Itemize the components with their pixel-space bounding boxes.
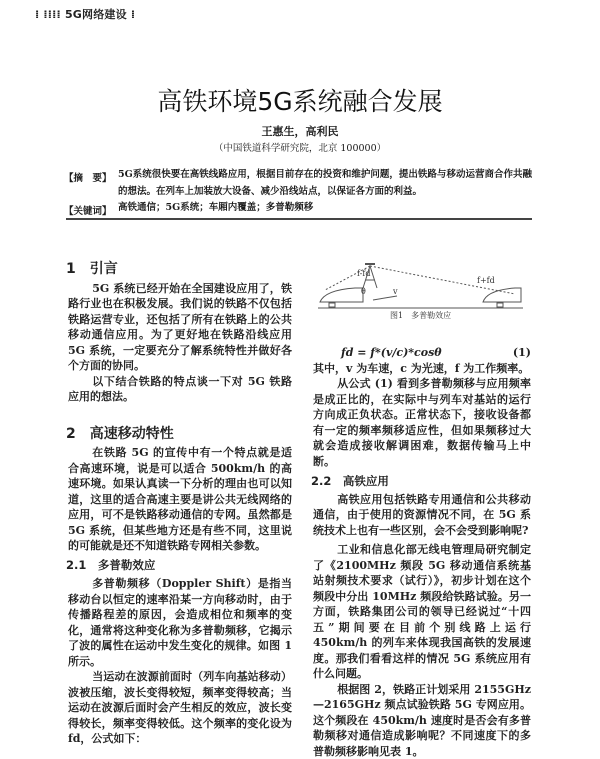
authors: 王惠生，高利民 [0,123,600,139]
section-2-2-heading: 2.2 高铁应用 [311,474,531,490]
train-right-icon [483,288,521,302]
label-theta: θ [361,287,366,296]
abstract-text: 5G系统很快要在高铁线路应用，根据目前存在的投资和维护问题，提出铁路与移动运营商合作共融的想法。在列车上加装放大设备、减少沿线站点，以保证各方面的利益。 [118,166,532,200]
section-2-1-heading: 2.1 多普勒效应 [66,558,292,574]
left-column [68,262,292,747]
paragraph: 多普勒频移（Doppler Shift）是指当移动台以恒定的速率沿某一方向移动时，由于传播路程差的原因，会造成相位和频率的变化，通常将这种变化称为多普勒频移，它揭示了波的属性在运动中发生变化的规律。如图 1 所示。 [68,576,292,669]
doppler-figure [315,258,525,330]
figure-caption: 图1 多普勒效应 [390,310,451,320]
paragraph: 以下结合铁路的特点谈一下对 5G 铁路应用的想法。 [68,374,292,405]
wheel-icon [329,303,335,307]
paragraph: 工业和信息化部无线电管理局研究制定了《2100MHz 频段 5G 移动通信系统基站射频技术要求（试行）》，初步计划在这个频段中分出 10MHz 频段给铁路试验。另一方面，铁路集团公司的领导已经说过“十四五”期间要在目前个别线路上运行 450km/h 的列车来体现我国高铁的发展速度。那我们看看这样的情况 5G 系统应用有什么问题。 [313,542,531,682]
keywords-label: 【关键词】 [64,203,112,217]
paragraph: 5G 系统已经开始在全国建设应用了，铁路行业也在积极发展。我们说的铁路不仅包括铁路运营专业，还包括了所有在铁路上的公共移动通信应用。为了更好地在铁路沿线应用 5G 系统，一定要充分了解系统特性并做好各个方面的协同。 [68,281,292,374]
label-f-plus-fd: f+fd [477,276,495,285]
paragraph: 根据图 2，铁路正计划采用 2155GHz—2165GHz 频点试验铁路 5G 专网应用。这个频段在 450km/h 速度时是否会有多普勒频移对通信造成影响呢？不同速度下的多普勒频移影响见表 1。 [313,682,531,759]
article-title: 高铁环境5G系统融合发展 [0,82,600,118]
equation-formula: fd = f*(v/c)*cosθ [341,345,442,361]
velocity-arrow [373,296,397,300]
section-2-heading: 2 高速移动特性 [66,427,292,443]
right-column [313,345,531,759]
label-f-minus-fd: f-fd [357,269,370,278]
paragraph: 在铁路 5G 的宣传中有一个特点就是适合高速环境，说是可以适合 500km/h 的高速环境。如果认真读一下分析的理由也可以知道，这里的适合高速主要是讲公共无线网络的应用，可不是铁路移动通信的专网。虽然都是 5G 系统，但某些地方还是有些不同，这里说的可能就是还不知道铁路专网相关参数。 [68,445,292,554]
label-v: v [392,287,398,296]
keywords-text: 高铁通信；5G系统；车厢内覆盖；多普勒频移 [118,199,532,216]
equation-1 [313,345,531,361]
paragraph: 高铁应用包括铁路专用通信和公共移动通信，由于使用的资源情况不同，在 5G 系统技术上也有一些区别，会不会受到影响呢? [313,492,531,539]
affiliation: （中国铁道科学研究院，北京 100000） [0,140,600,154]
abstract-label: 【摘 要】 [64,170,112,184]
section-1-heading: 1 引言 [66,262,292,278]
section-header: ⁞ ⁞⁞⁞⁞ 5G网络建设 ⁞ [35,6,135,22]
paragraph: 从公式 (1) 看到多普勒频移与应用频率是成正比的，在实际中与列车对基站的运行方向成正负状态。正常状态下，接收设备都有一定的频率频移适应性，但如果频移过大就会造成接收解调困难，数据传输马上中断。 [313,376,531,469]
header-rule [66,218,532,220]
equation-number: (1) [513,345,531,361]
paragraph: 其中，v 为车速，c 为光速，f 为工作频率。 [313,361,531,377]
paragraph: 当运动在波源前面时（列车向基站移动）波被压缩，波长变得较短，频率变得较高；当运动在波源后面时会产生相反的效应，波长变得较长，频率变得较低。这个频率的变化设为 fd，公式如下： [68,669,292,747]
train-left-icon [320,288,363,302]
